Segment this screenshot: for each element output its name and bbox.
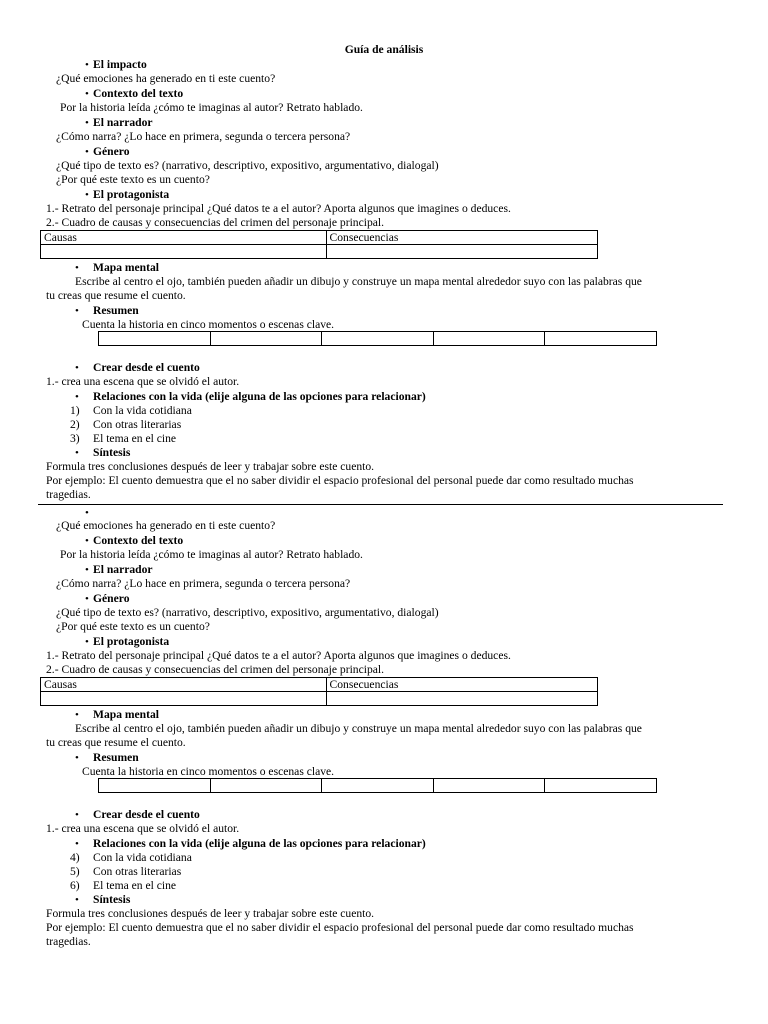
option-number: 1) (70, 404, 80, 417)
option-number: 5) (70, 865, 80, 878)
heading-genero: Género (93, 145, 130, 158)
option-text: El tema en el cine (93, 879, 177, 892)
contexto-question: Por la historia leída ¿cómo te imaginas al autor? Retrato hablado. (60, 101, 363, 114)
option-text: Con la vida cotidiana (93, 404, 192, 417)
contexto-question: Por la historia leída ¿cómo te imaginas al autor? Retrato hablado. (60, 548, 363, 561)
protagonista-item-2: 2.- Cuadro de causas y consecuencias del crimen del personaje principal. (46, 663, 385, 676)
genero-question-2: ¿Por qué este texto es un cuento? (56, 173, 210, 186)
resumen-table (98, 331, 657, 346)
cell-consecuencias[interactable] (326, 692, 598, 706)
crear-question: 1.- crea una escena que se olvidó el autor. (46, 822, 240, 835)
cell-causas[interactable] (41, 245, 327, 259)
sintesis-line-2: Por ejemplo: El cuento demuestra que el no saber dividir el espacio profesional del personal puede dar como resultado muchas (46, 474, 634, 487)
heading-resumen: Resumen (93, 304, 139, 317)
heading-crear: Crear desde el cuento (93, 808, 200, 821)
heading-narrador: El narrador (93, 563, 153, 576)
causas-consecuencias-table (40, 677, 598, 706)
heading-mapa: Mapa mental (93, 261, 160, 274)
bullet-icon: • (75, 391, 79, 403)
option-number: 4) (70, 851, 80, 864)
resumen-cell[interactable] (210, 332, 322, 346)
option-number: 6) (70, 879, 80, 892)
bullet-icon: • (85, 535, 89, 547)
bullet-icon: • (75, 447, 79, 459)
protagonista-item-2: 2.- Cuadro de causas y consecuencias del crimen del personaje principal. (46, 216, 385, 229)
narrador-question: ¿Cómo narra? ¿Lo hace en primera, segunda o tercera persona? (56, 577, 351, 590)
bullet-icon: • (75, 262, 79, 274)
bullet-icon: • (85, 189, 89, 201)
bullet-icon: • (85, 636, 89, 648)
heading-sintesis: Síntesis (93, 446, 131, 459)
heading-impacto: El impacto (93, 58, 147, 71)
bullet-icon: • (85, 88, 89, 100)
header-consecuencias: Consecuencias (326, 678, 598, 692)
bullet-icon: • (85, 507, 89, 519)
bullet-icon: • (75, 305, 79, 317)
resumen-cell[interactable] (322, 332, 434, 346)
genero-question-2: ¿Por qué este texto es un cuento? (56, 620, 210, 633)
heading-relaciones: Relaciones con la vida (elije alguna de las opciones para relacionar) (93, 837, 426, 850)
resumen-cell[interactable] (545, 332, 657, 346)
crear-question: 1.- crea una escena que se olvidó el autor. (46, 375, 240, 388)
impacto-question: ¿Qué emociones ha generado en ti este cuento? (56, 72, 276, 85)
mapa-line-1: Escribe al centro el ojo, también pueden añadir un dibujo y construye un mapa mental alrededor suyo con las palabras que (75, 275, 642, 288)
mapa-line-1: Escribe al centro el ojo, también pueden añadir un dibujo y construye un mapa mental alrededor suyo con las palabras que (75, 722, 642, 735)
option-number: 2) (70, 418, 80, 431)
heading-crear: Crear desde el cuento (93, 361, 200, 374)
bullet-icon: • (85, 564, 89, 576)
heading-protagonista: El protagonista (93, 635, 170, 648)
resumen-question: Cuenta la historia en cinco momentos o escenas clave. (82, 318, 335, 331)
bullet-icon: • (75, 838, 79, 850)
heading-narrador: El narrador (93, 116, 153, 129)
genero-question-1: ¿Qué tipo de texto es? (narrativo, descriptivo, expositivo, argumentativo, dialogal) (56, 159, 439, 172)
section-divider (38, 504, 723, 505)
header-consecuencias: Consecuencias (326, 231, 598, 245)
resumen-cell[interactable] (433, 332, 545, 346)
resumen-cell[interactable] (433, 779, 545, 793)
resumen-table (98, 778, 657, 793)
heading-mapa: Mapa mental (93, 708, 160, 721)
heading-sintesis: Síntesis (93, 893, 131, 906)
bullet-icon: • (85, 59, 89, 71)
heading-contexto: Contexto del texto (93, 87, 184, 100)
genero-question-1: ¿Qué tipo de texto es? (narrativo, descriptivo, expositivo, argumentativo, dialogal) (56, 606, 439, 619)
header-causas: Causas (41, 678, 327, 692)
resumen-cell[interactable] (99, 332, 211, 346)
protagonista-item-1: 1.- Retrato del personaje principal ¿Qué datos te a el autor? Aporta algunos que imagines o deduces. (46, 649, 511, 662)
option-text: Con otras literarias (93, 865, 182, 878)
impacto-question: ¿Qué emociones ha generado en ti este cuento? (56, 519, 276, 532)
heading-protagonista: El protagonista (93, 188, 170, 201)
heading-contexto: Contexto del texto (93, 534, 184, 547)
causas-consecuencias-table (40, 230, 598, 259)
narrador-question: ¿Cómo narra? ¿Lo hace en primera, segunda o tercera persona? (56, 130, 351, 143)
page-title: Guía de análisis (344, 43, 424, 56)
resumen-cell[interactable] (210, 779, 322, 793)
bullet-icon: • (75, 362, 79, 374)
mapa-line-2: tu creas que resume el cuento. (46, 736, 186, 749)
sintesis-line-2: Por ejemplo: El cuento demuestra que el no saber dividir el espacio profesional del personal puede dar como resultado muchas (46, 921, 634, 934)
option-text: El tema en el cine (93, 432, 177, 445)
protagonista-item-1: 1.- Retrato del personaje principal ¿Qué datos te a el autor? Aporta algunos que imagines o deduces. (46, 202, 511, 215)
option-text: Con otras literarias (93, 418, 182, 431)
cell-causas[interactable] (41, 692, 327, 706)
bullet-icon: • (85, 593, 89, 605)
resumen-cell[interactable] (99, 779, 211, 793)
option-number: 3) (70, 432, 80, 445)
bullet-icon: • (75, 752, 79, 764)
resumen-cell[interactable] (545, 779, 657, 793)
sintesis-line-1: Formula tres conclusiones después de leer y trabajar sobre este cuento. (46, 460, 375, 473)
bullet-icon: • (85, 117, 89, 129)
cell-consecuencias[interactable] (326, 245, 598, 259)
heading-genero: Género (93, 592, 130, 605)
bullet-icon: • (85, 146, 89, 158)
heading-relaciones: Relaciones con la vida (elije alguna de las opciones para relacionar) (93, 390, 426, 403)
sintesis-line-3: tragedias. (46, 935, 91, 948)
bullet-icon: • (75, 809, 79, 821)
sintesis-line-1: Formula tres conclusiones después de leer y trabajar sobre este cuento. (46, 907, 375, 920)
bullet-icon: • (75, 709, 79, 721)
sintesis-line-3: tragedias. (46, 488, 91, 501)
resumen-question: Cuenta la historia en cinco momentos o escenas clave. (82, 765, 335, 778)
option-text: Con la vida cotidiana (93, 851, 192, 864)
heading-resumen: Resumen (93, 751, 139, 764)
bullet-icon: • (75, 894, 79, 906)
header-causas: Causas (41, 231, 327, 245)
resumen-cell[interactable] (322, 779, 434, 793)
mapa-line-2: tu creas que resume el cuento. (46, 289, 186, 302)
